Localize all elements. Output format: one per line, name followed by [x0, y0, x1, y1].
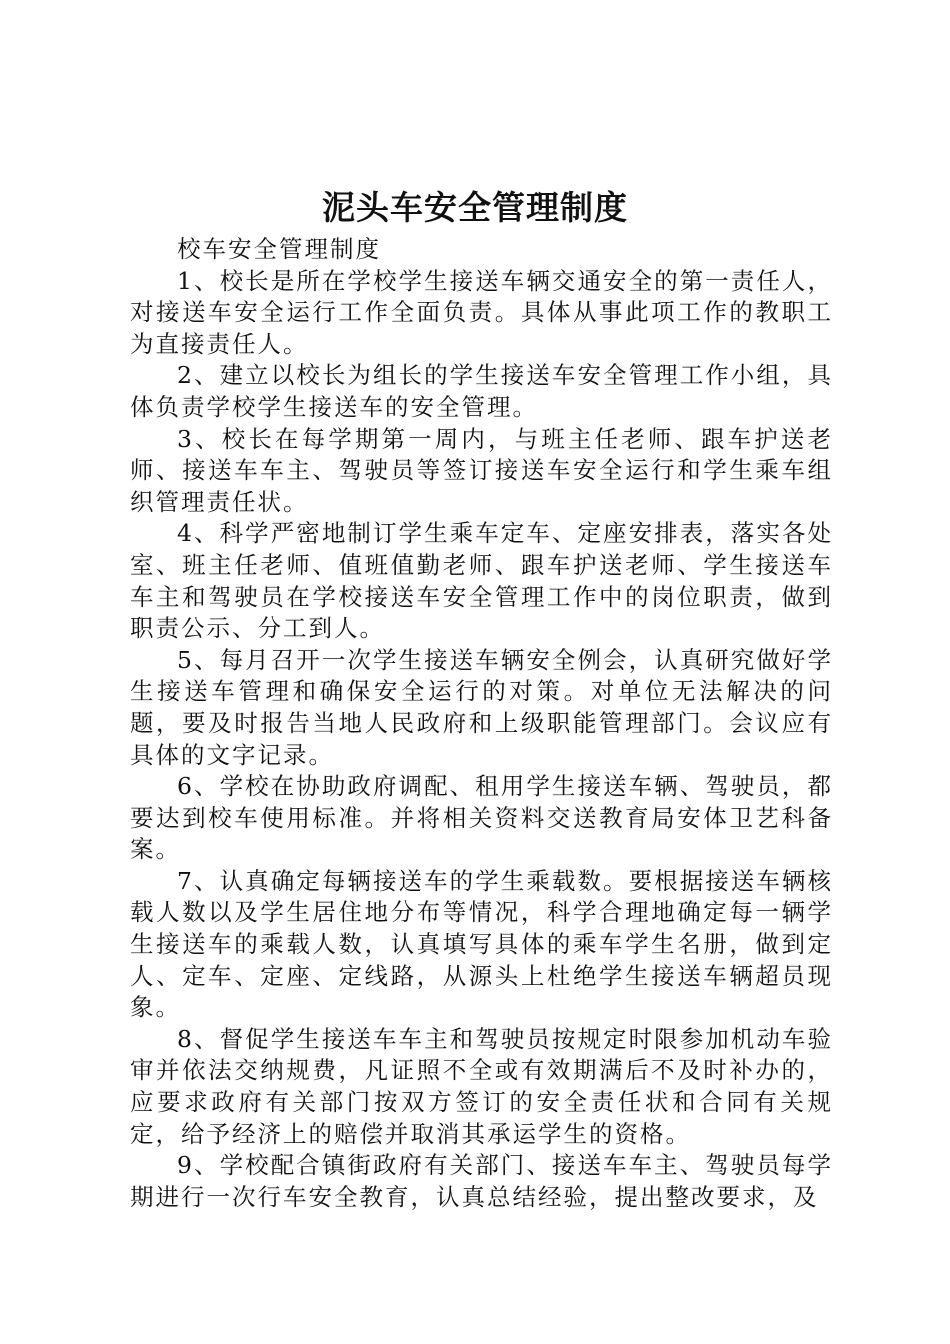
document-title: 泥头车安全管理制度 — [322, 188, 628, 227]
paragraph-5: 5、每月召开一次学生接送车辆安全例会，认真研究做好学生接送车管理和确保安全运行的对策。对单位无法解决的问题，要及时报告当地人民政府和上级职能管理部门。会议应有具体的文字记录。 — [130, 645, 833, 769]
paragraph-3: 3、校长在每学期第一周内，与班主任老师、跟车护送老师、接送车车主、驾驶员等签订接送车安全运行和学生乘车组织管理责任状。 — [130, 424, 833, 516]
paragraph-6: 6、学校在协助政府调配、租用学生接送车辆、驾驶员，都要达到校车使用标准。并将相关资料交送教育局安体卫艺科备案。 — [130, 772, 833, 864]
document-body — [130, 234, 833, 1213]
paragraph-2: 2、建立以校长为组长的学生接送车安全管理工作小组，具体负责学校学生接送车的安全管理。 — [130, 361, 833, 421]
paragraph-8: 8、督促学生接送车车主和驾驶员按规定时限参加机动车验审并依法交纳规费，凡证照不全或有效期满后不及时补办的，应要求政府有关部门按双方签订的安全责任状和合同有关规定，给予经济上的赔偿并取消其承运学生的资格。 — [130, 1024, 833, 1148]
document-subtitle: 校车安全管理制度 — [177, 235, 381, 263]
paragraph-4: 4、科学严密地制订学生乘车定车、定座安排表，落实各处室、班主任老师、值班值勤老师、跟车护送老师、学生接送车车主和驾驶员在学校接送车安全管理工作中的岗位职责，做到职责公示、分工到人。 — [130, 519, 833, 643]
paragraph-1: 1、校长是所在学校学生接送车辆交通安全的第一责任人，对接送车安全运行工作全面负责。具体从事此项工作的教职工为直接责任人。 — [130, 266, 833, 358]
paragraph-9: 9、学校配合镇街政府有关部门、接送车车主、驾驶员每学期进行一次行车安全教育，认真总结经验，提出整改要求，及 — [130, 1151, 833, 1211]
paragraph-7: 7、认真确定每辆接送车的学生乘载数。要根据接送车辆核载人数以及学生居住地分布等情况，科学合理地确定每一辆学生接送车的乘载人数，认真填写具体的乘车学生名册，做到定人、定车、定座、定线路，从源头上杜绝学生接送车辆超员现象。 — [130, 866, 833, 1022]
